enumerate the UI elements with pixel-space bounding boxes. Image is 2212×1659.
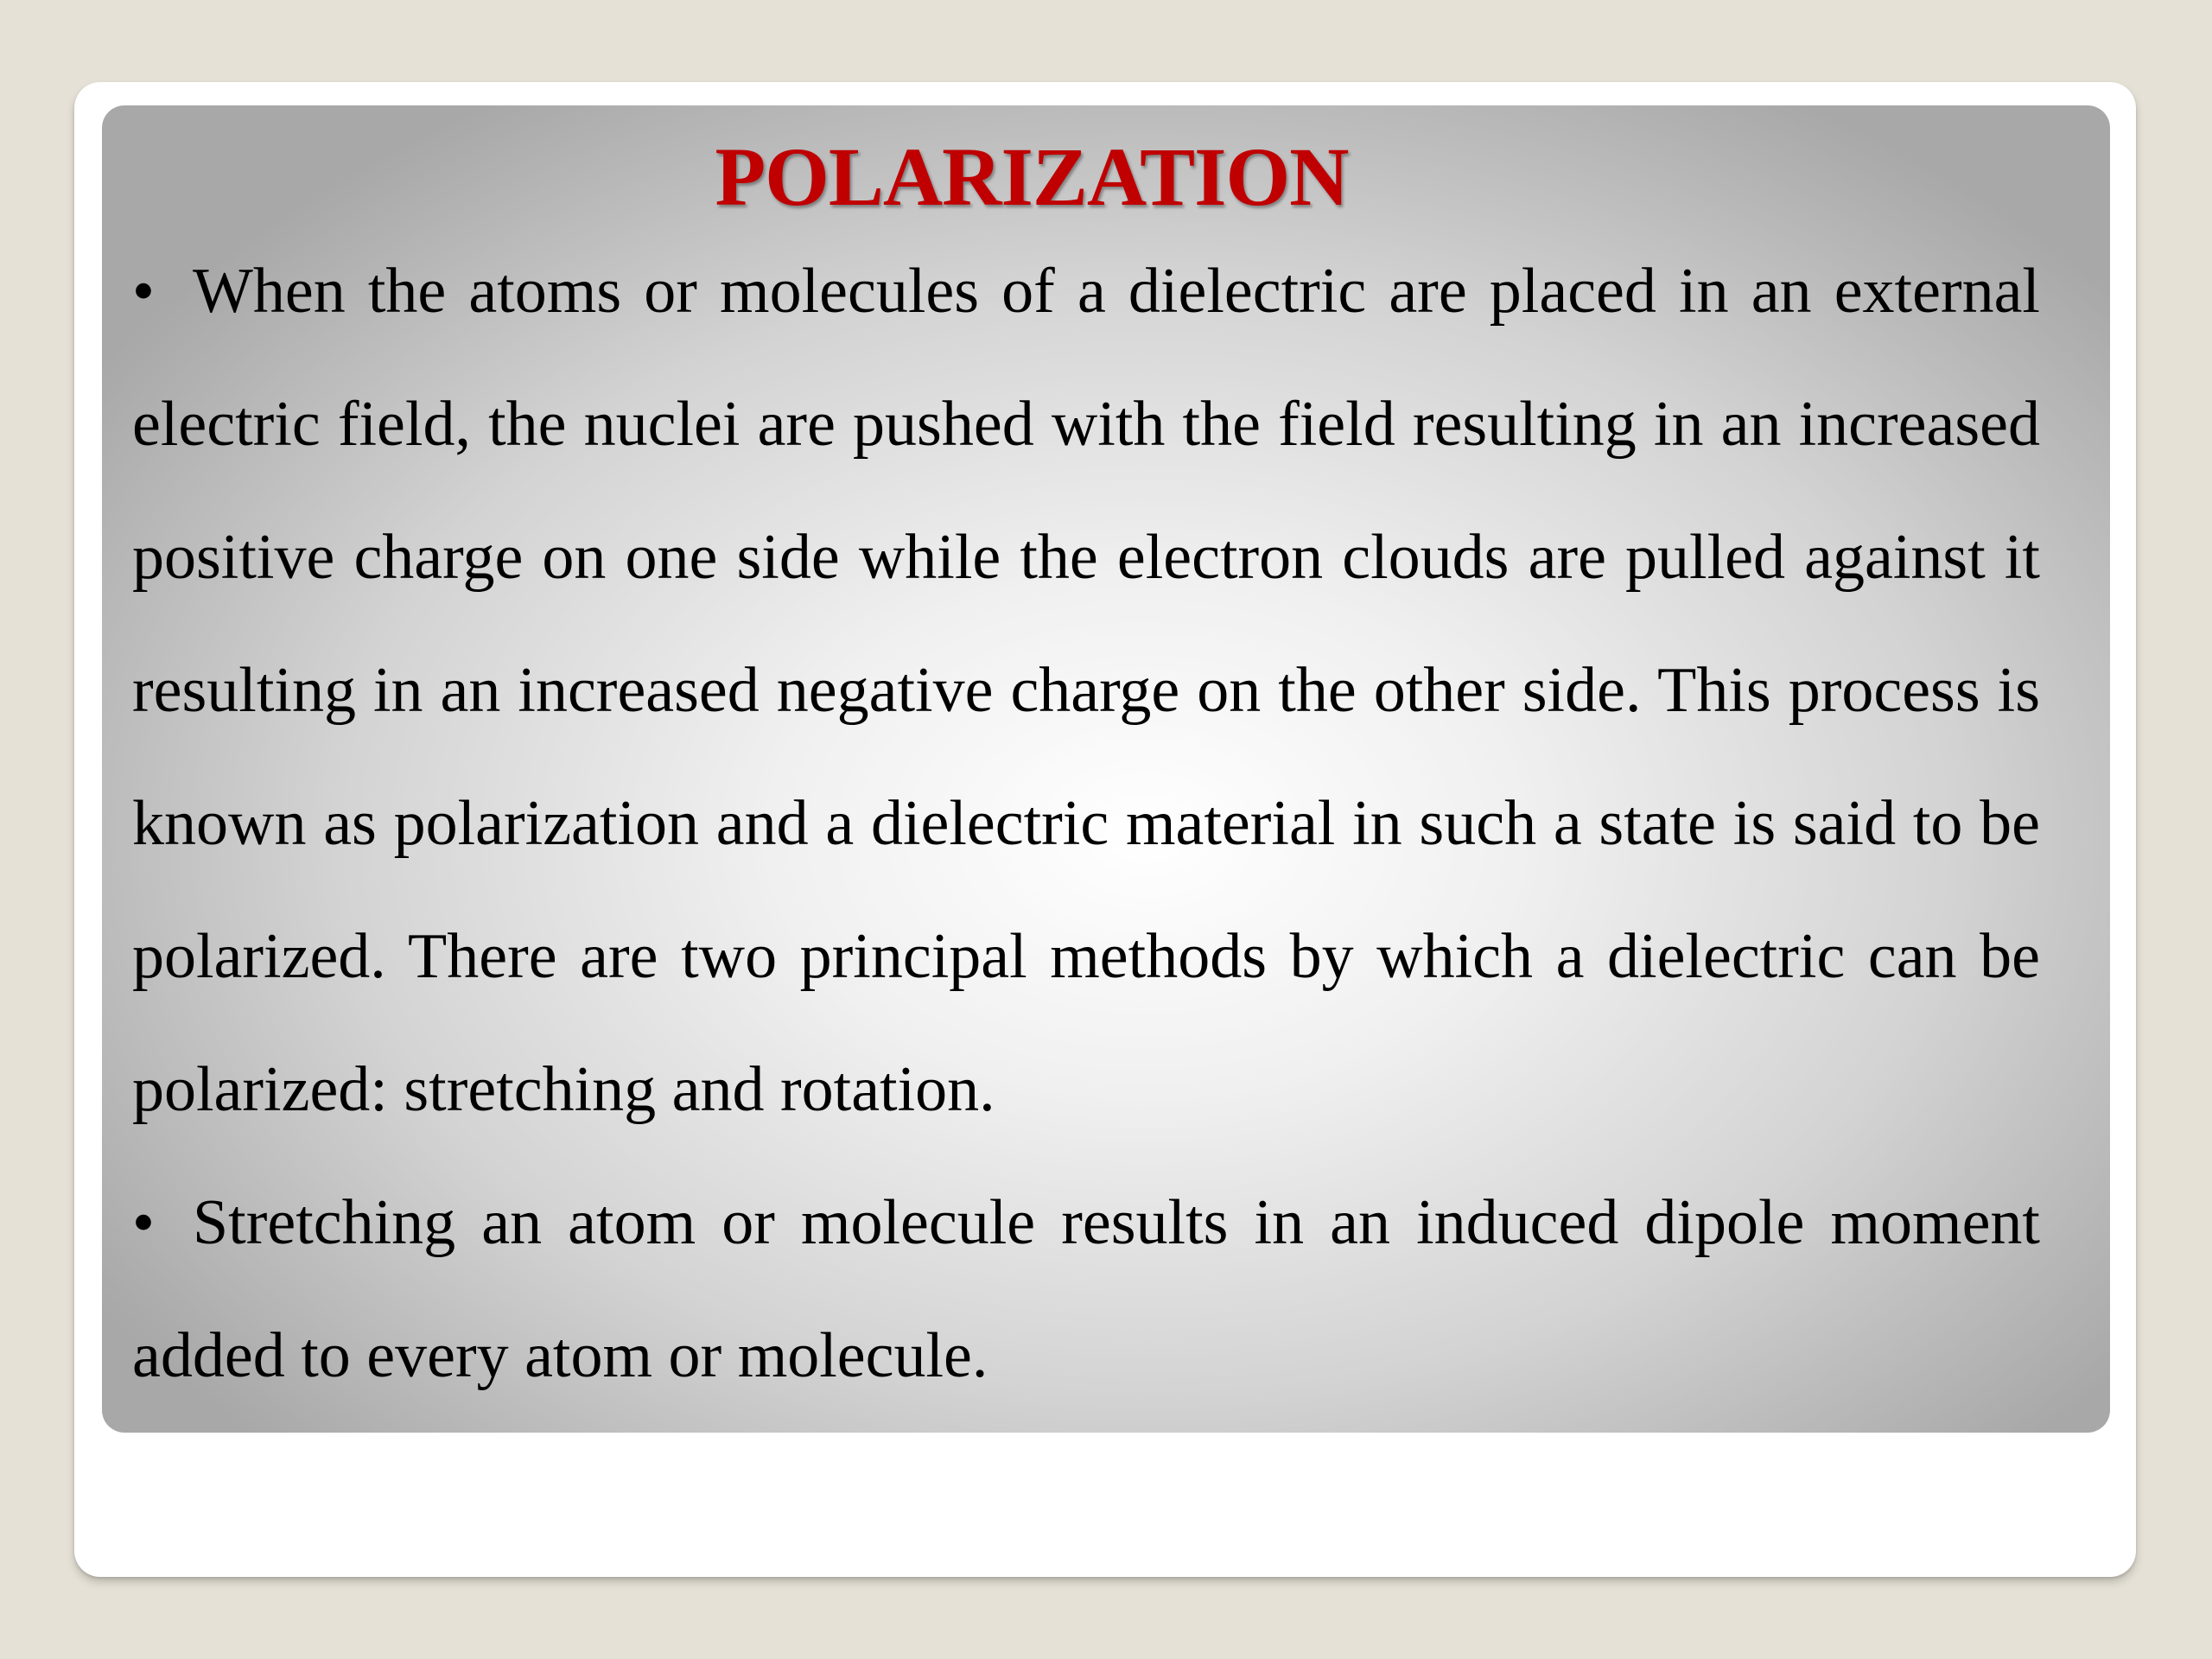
bullet-paragraph-1 [132, 225, 2040, 1156]
bullet-icon: • [132, 256, 155, 327]
bullet-paragraph-2 [132, 1156, 2040, 1422]
bullet-text-2: Stretching an atom or molecule results in an induced dipole moment added to every atom or molecule. [132, 1187, 2040, 1391]
bullet-icon: • [132, 1187, 155, 1258]
slide-title: POLARIZATION [715, 130, 1349, 223]
slide-body [132, 225, 2040, 1422]
bullet-text-1: When the atoms or molecules of a dielectric are placed in an external electric field, the nuclei are pushed with the field resulting in an increased positive charge on one side while the electron clouds are pulled against it resulting in an increased negative charge on the other side. This process is known as polarization and a dielectric material in such a state is said to be polarized. There are two principal methods by which a dielectric can be polarized: stretching and rotation. [132, 256, 2040, 1125]
